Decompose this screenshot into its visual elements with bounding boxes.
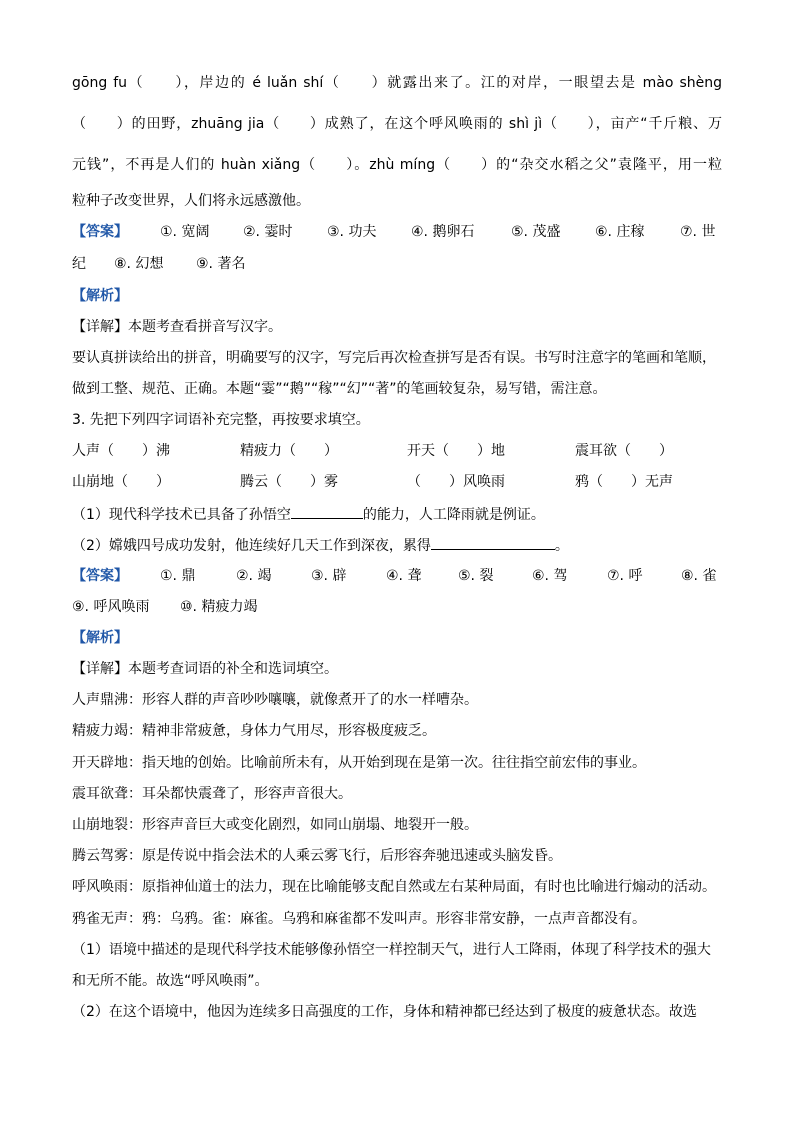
idiom-item: 震耳欲（ ）: [575, 443, 673, 459]
answer-item: ⑨. 著名: [196, 256, 246, 272]
explain-line: 要认真拼读给出的拼音，明确要写的汉字，写完后再次检查拼写是否有误。书写时注意字的笔画和笔顺，: [72, 350, 716, 366]
answer-item: ③. 功夫: [327, 224, 377, 240]
explain-line: 鸦雀无声：鸦：乌鸦。雀：麻雀。乌鸦和麻雀都不发叫声。形容非常安静，一点声音都没有。: [72, 911, 646, 927]
answer-item: ⑥. 庄稼: [595, 224, 645, 240]
sub-question-text: （1）现代科学技术已具备了孙悟空: [72, 507, 291, 523]
explain-line: 山崩地裂：形容声音巨大或变化剧烈，如同山崩塌、地裂开一般。: [72, 817, 478, 833]
sub-question-2: [72, 535, 569, 556]
explain-line: 腾云驾雾：原是传说中指会法术的人乘云雾飞行，后形容奔驰迅速或头脑发昏。: [72, 848, 562, 864]
idiom-item: 山崩地（ ）: [72, 474, 170, 490]
paragraph-line: 元钱”，不再是人们的 huàn xiǎng（ ）。zhù míng（ ）的“杂交水稻之父”袁隆平，用一粒: [72, 157, 722, 173]
answer-row: [72, 222, 128, 242]
question-title: 3. 先把下列四字词语补充完整，再按要求填空。: [72, 412, 370, 428]
detail-line: 【详解】本题考查词语的补全和选词填空。: [72, 661, 338, 677]
answer-item: ⑤. 裂: [458, 568, 494, 584]
idiom-item: 腾云（ ）雾: [240, 474, 338, 490]
answer-item: ②. 霎时: [243, 224, 293, 240]
sub-question-text: （2）嫦娥四号成功发射，他连续好几天工作到深夜，累得: [72, 538, 431, 554]
fill-blank[interactable]: [291, 504, 363, 519]
paragraph-line: 粒种子改变世界，人们将永远感激他。: [72, 193, 310, 209]
explain-line: 精疲力竭：精神非常疲惫，身体力气用尽，形容极度疲乏。: [72, 723, 436, 739]
fill-blank[interactable]: [431, 535, 555, 550]
answer-item: ⑨. 呼风唤雨: [72, 599, 150, 615]
answer-item: ⑤. 茂盛: [511, 224, 561, 240]
explain-line: 呼风唤雨：原指神仙道士的法力，现在比喻能够支配自然或左右某种局面，有时也比喻进行煽动的活动。: [72, 879, 716, 895]
answer-item: ②. 竭: [236, 568, 272, 584]
explain-line: 做到工整、规范、正确。本题“霎”“鹅”“稼”“幻”“著”的笔画较复杂，易写错，需注意。: [72, 381, 607, 397]
detail-line: 【详解】本题考查看拼音写汉字。: [72, 319, 282, 335]
idiom-item: 鸦（ ）无声: [575, 474, 673, 490]
answer-item: ③. 辟: [311, 568, 347, 584]
answer-item: ⑥. 驾: [532, 568, 568, 584]
answer-item: ⑦. 世: [680, 224, 716, 240]
sub-question-text: 的能力，人工降雨就是例证。: [362, 507, 545, 523]
sub-question-text: 。: [554, 538, 569, 554]
answer-item: ⑦. 呼: [607, 568, 643, 584]
paragraph-line: （ ）的田野，zhuāng jia（ ）成熟了，在这个呼风唤雨的 shì jì（ ），亩产“千斤粮、万: [72, 116, 722, 132]
answer-item: ⑧. 幻想: [114, 256, 164, 272]
explain-line: 震耳欲聋：耳朵都快震聋了，形容声音很大。: [72, 786, 352, 802]
sub-explain-line: 和无所不能。故选“呼风唤雨”。: [72, 973, 269, 989]
answer-item: ⑩. 精疲力竭: [180, 599, 258, 615]
analysis-tag: 【解析】: [72, 630, 128, 646]
analysis-tag: 【解析】: [72, 288, 128, 304]
explain-line: 开天辟地：指天地的创始。比喻前所未有，从开始到现在是第一次。往往指空前宏伟的事业。: [72, 755, 646, 771]
answer-item: ①. 鼎: [160, 568, 196, 584]
answer-item: 纪: [72, 256, 86, 272]
answer-item: ⑧. 雀: [681, 568, 717, 584]
sub-question-1: [72, 504, 545, 525]
idiom-item: 精疲力（ ）: [240, 443, 338, 459]
answer-item: ④. 鹅卵石: [411, 224, 475, 240]
answer-tag: 【答案】: [72, 224, 128, 240]
sub-explain-line: （1）语境中描述的是现代科学技术能够像孙悟空一样控制天气，进行人工降雨，体现了科学技术的强大: [72, 942, 711, 958]
idiom-item: 人声（ ）沸: [72, 443, 170, 459]
answer-tag: 【答案】: [72, 568, 128, 584]
answer-item: ④. 聋: [386, 568, 422, 584]
idiom-item: （ ）风唤雨: [407, 474, 505, 490]
idiom-item: 开天（ ）地: [407, 443, 505, 459]
explain-line: 人声鼎沸：形容人群的声音吵吵嚷嚷，就像煮开了的水一样嘈杂。: [72, 692, 478, 708]
sub-explain-line: （2）在这个语境中，他因为连续多日高强度的工作，身体和精神都已经达到了极度的疲惫状态。故选: [72, 1004, 697, 1020]
paragraph-line: gōng fu（ ），岸边的 é luǎn shí（ ）就露出来了。江的对岸，一眼望去是 mào shèng: [72, 75, 722, 91]
answer-item: ①. 宽阔: [160, 224, 210, 240]
